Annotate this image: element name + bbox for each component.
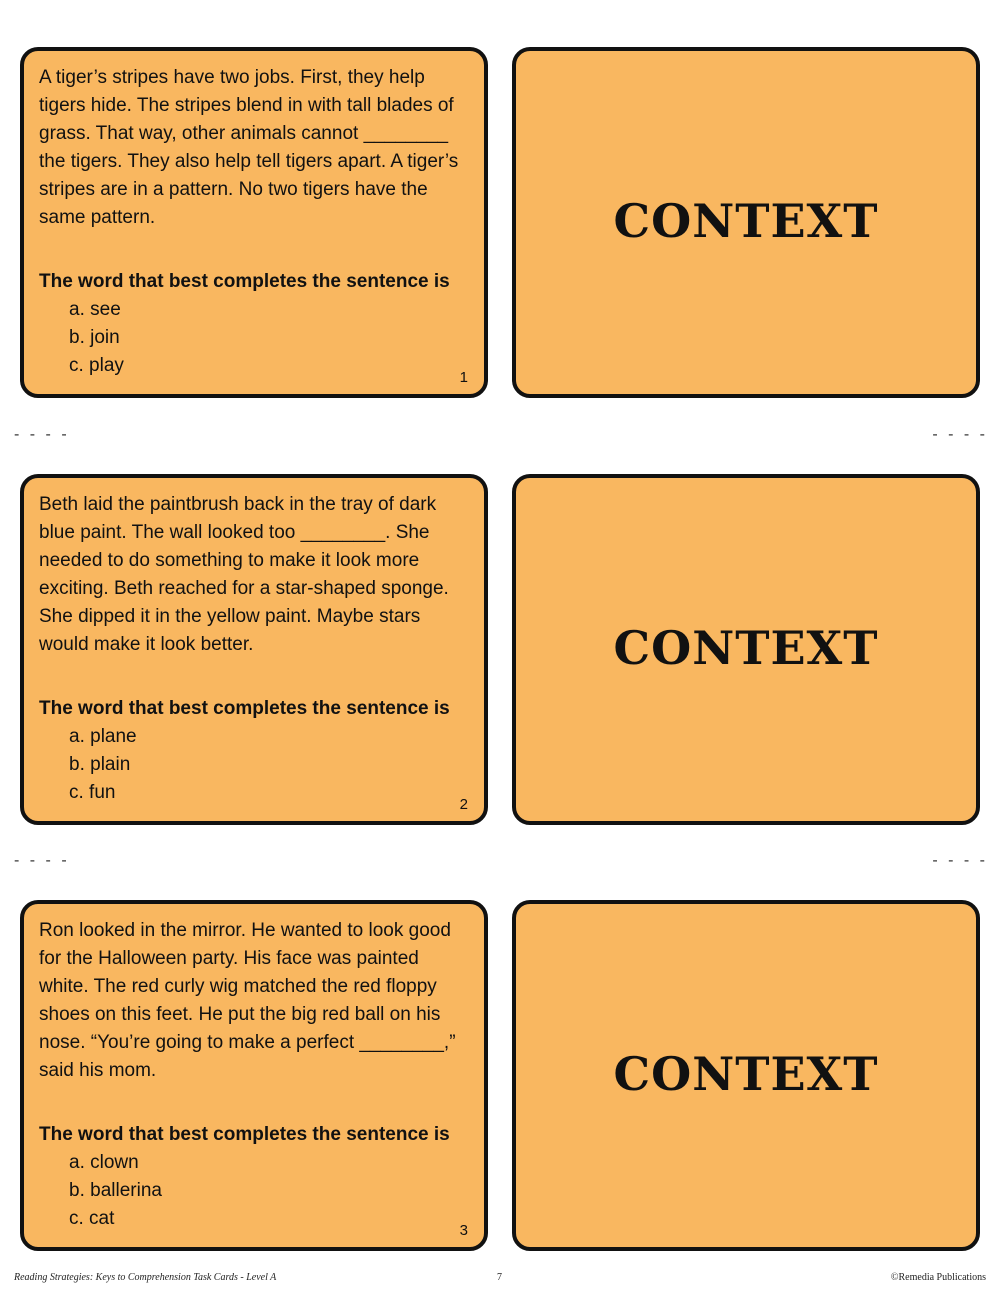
answer-options [39,296,470,380]
card-passage: Ron looked in the mirror. He wanted to look good for the Halloween party. His face was painted white. The red curly wig matched the red floppy shoes on this feet. He put the big red ball on his nose. “You’re going to make a perfect ________,” said his mom. [39,920,456,1081]
cut-mark-left: - - - - [14,426,70,443]
cut-mark-right: - - - - [932,426,988,443]
cut-mark-right: - - - - [932,852,988,869]
card-number: 2 [459,796,468,813]
cut-mark-left: - - - - [14,852,70,869]
answer-option-b: b. join [69,327,120,348]
answer-option-a: a. plane [69,726,137,747]
card-prompt: The word that best completes the sentence is [39,271,450,292]
answer-option-c: c. cat [69,1208,115,1229]
footer-book-title: Reading Strategies: Keys to Comprehension Task Cards - Level A [14,1272,277,1283]
context-label: CONTEXT [613,1046,879,1101]
answer-option-a: a. see [69,299,121,320]
context-card-1 [512,47,980,398]
card-passage: Beth laid the paintbrush back in the tray of dark blue paint. The wall looked too ________. She needed to do something to make it look more exciting. Beth reached for a star-shaped sponge. She dipped it in the yellow paint. Maybe stars would make it look better. [39,494,449,655]
card-prompt: The word that best completes the sentence is [39,698,450,719]
context-label: CONTEXT [613,193,879,248]
question-card-2 [20,474,488,825]
answer-option-c: c. play [69,355,124,376]
answer-option-a: a. clown [69,1152,139,1173]
answer-options [39,723,470,807]
answer-option-c: c. fun [69,782,116,803]
card-prompt: The word that best completes the sentence is [39,1124,450,1145]
card-number: 3 [459,1222,468,1239]
question-card-1 [20,47,488,398]
context-card-3 [512,900,980,1251]
answer-option-b: b. ballerina [69,1180,162,1201]
card-number: 1 [459,369,468,386]
answer-options [39,1149,470,1233]
context-card-2 [512,474,980,825]
card-passage: A tiger’s stripes have two jobs. First, they help tigers hide. The stripes blend in with tall blades of grass. That way, other animals cannot ________ the tigers. They also help tell tigers apart. A tiger’s stripes are in a pattern. No two tigers have the same pattern. [39,67,459,228]
context-label: CONTEXT [613,620,879,675]
footer-publisher: ©Remedia Publications [890,1272,986,1283]
question-card-3 [20,900,488,1251]
answer-option-b: b. plain [69,754,131,775]
footer-page-number: 7 [497,1272,502,1283]
